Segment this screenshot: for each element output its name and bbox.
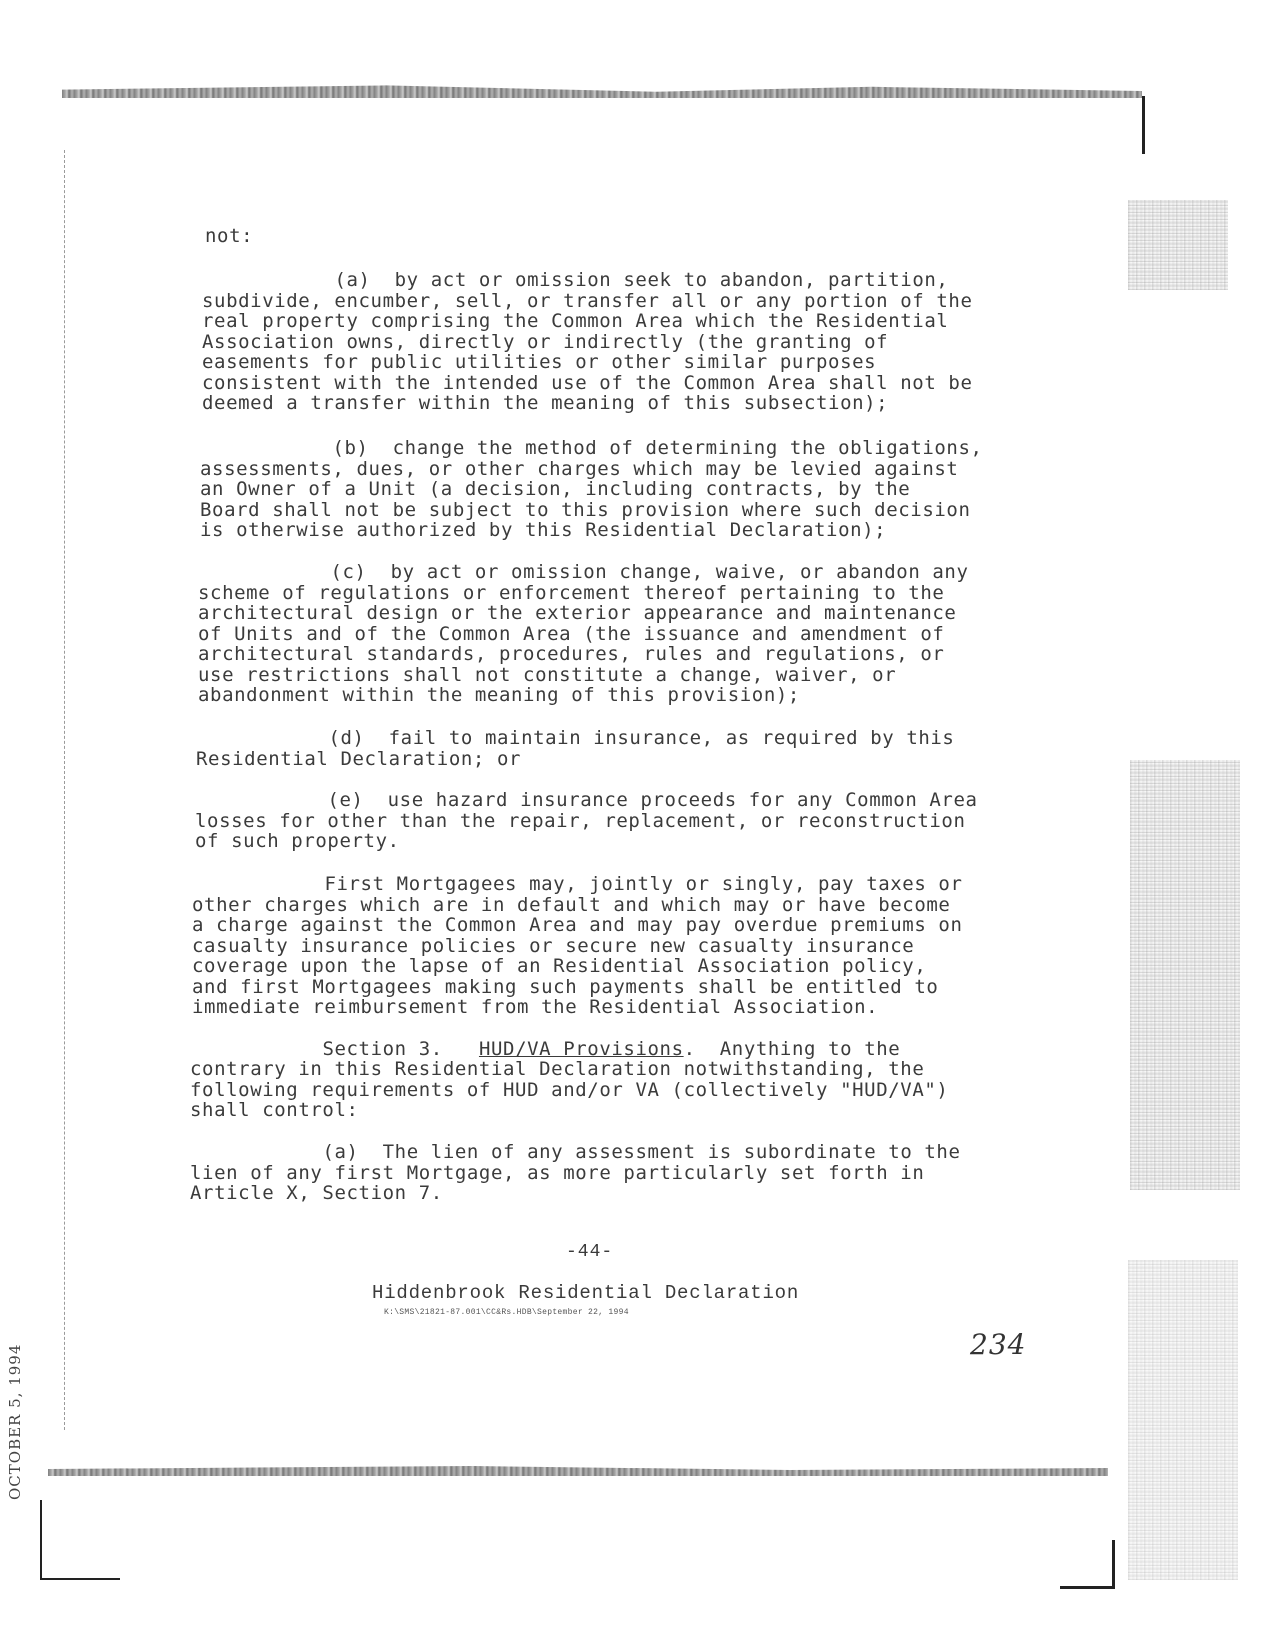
clause-line: an Owner of a Unit (a decision, including contracts, by the — [200, 478, 911, 500]
clause-a — [202, 270, 973, 414]
paragraph-line: and first Mortgagees making such payments shall be entitled to — [192, 975, 939, 998]
paragraph-line: immediate reimbursement from the Residential Association. — [192, 996, 879, 1018]
stamp-number: 234 — [970, 1328, 1027, 1361]
frame-edge — [1142, 96, 1145, 154]
clause-label: (c) — [330, 561, 367, 583]
clause-line: Board shall not be subject to this provision where such decision — [200, 498, 971, 521]
frame-edge — [1112, 1540, 1115, 1588]
section-3-paragraph — [190, 1059, 948, 1121]
scan-artifact-left-margin — [64, 150, 65, 1430]
clause-line: easements for public utilities or other similar purposes — [202, 351, 877, 373]
scan-artifact-bottom — [48, 1466, 1108, 1476]
clause-line: Association owns, directly or indirectly (the granting of — [202, 330, 889, 353]
clause-line: change the method of determining the obligations, — [392, 437, 983, 459]
clause-line: consistent with the intended use of the Common Area shall not be — [202, 371, 973, 394]
section-3-heading-line — [190, 1039, 900, 1060]
clause-label: (a) — [322, 1141, 359, 1163]
clause-line: The lien of any assessment is subordinate to the — [382, 1141, 961, 1163]
clause-label: (a) — [334, 269, 371, 291]
section-heading: HUD/VA Provisions — [478, 1038, 684, 1060]
clause-line: architectural design or the exterior appearance and maintenance — [198, 602, 957, 624]
clause-line: assessments, dues, or other charges which may be levied against — [200, 457, 959, 480]
clause-line: deemed a transfer within the meaning of this subsection); — [202, 392, 889, 414]
clause-line: by act or omission seek to abandon, partition, — [394, 269, 949, 291]
paragraph-line: coverage upon the lapse of an Residential Association policy, — [192, 955, 927, 977]
footer-title: Hiddenbrook Residential Declaration — [372, 1282, 800, 1304]
paragraph-line: following requirements of HUD and/or VA (collectively "HUD/VA") — [190, 1078, 949, 1101]
scan-noise — [1128, 1260, 1238, 1580]
paragraph-line: First Mortgagees may, jointly or singly, pay taxes or — [324, 873, 963, 895]
paragraph-line: . Anything to the — [683, 1038, 901, 1060]
frame-edge — [40, 1578, 120, 1580]
scan-noise — [1130, 760, 1240, 1190]
clause-label: (e) — [327, 789, 364, 811]
clause-c — [198, 562, 969, 706]
clause-line: losses for other than the repair, replacement, or reconstruction — [195, 809, 966, 832]
clause-e — [195, 790, 978, 852]
clause-line: Article X, Section 7. — [190, 1182, 443, 1204]
clause-line: of such property. — [195, 830, 400, 852]
clause-line: architectural standards, procedures, rules and regulations, or — [198, 643, 945, 665]
frame-edge — [40, 1500, 42, 1580]
clause-d — [196, 728, 954, 769]
clause-line: real property comprising the Common Area which the Residential — [202, 310, 949, 332]
clause-line: use restrictions shall not constitute a change, waiver, or — [198, 663, 897, 686]
frame-edge — [1060, 1586, 1115, 1589]
lead-word: not: — [205, 225, 254, 247]
paragraph-line: other charges which are in default and which may or have become — [192, 893, 951, 916]
clause-line: abandonment within the meaning of this provision); — [198, 684, 800, 706]
scan-artifact-top — [62, 84, 1142, 98]
clause-label: (b) — [332, 437, 369, 459]
clause-line: lien of any first Mortgage, as more particularly set forth in — [190, 1161, 925, 1184]
footer-file-path: K:\SMS\21821-87.001\CC&Rs.HDB\September 22, 1994 — [384, 1308, 629, 1317]
clause-label: (d) — [328, 727, 365, 749]
paragraph-line: contrary in this Residential Declaration notwithstanding, the — [190, 1058, 925, 1080]
clause-line: Residential Declaration; or — [196, 747, 522, 770]
paragraph-line: a charge against the Common Area and may pay overdue premiums on — [192, 914, 963, 936]
section-number: Section 3. — [322, 1038, 443, 1060]
clause-line: fail to maintain insurance, as required by this — [388, 727, 955, 749]
clause-line: of Units and of the Common Area (the issuance and amendment of — [198, 622, 945, 645]
clause-line: scheme of regulations or enforcement thereof pertaining to the — [198, 581, 945, 604]
paragraph-line: shall control: — [190, 1099, 359, 1121]
paragraph-line: casualty insurance policies or secure new casualty insurance — [192, 934, 915, 957]
clause-b — [200, 438, 983, 541]
page-number: -44- — [566, 1242, 614, 1262]
first-mortgagees-paragraph — [192, 874, 963, 1018]
clause-line: by act or omission change, waive, or abandon any — [390, 561, 969, 583]
clause-line: use hazard insurance proceeds for any Common Area — [387, 789, 978, 811]
clause-line: is otherwise authorized by this Residential Declaration); — [200, 519, 887, 541]
hud-clause-a — [190, 1142, 961, 1204]
scan-noise — [1128, 200, 1228, 290]
side-date-stamp: OCTOBER 5, 1994 — [6, 1343, 24, 1500]
clause-line: subdivide, encumber, sell, or transfer all or any portion of the — [202, 289, 973, 312]
